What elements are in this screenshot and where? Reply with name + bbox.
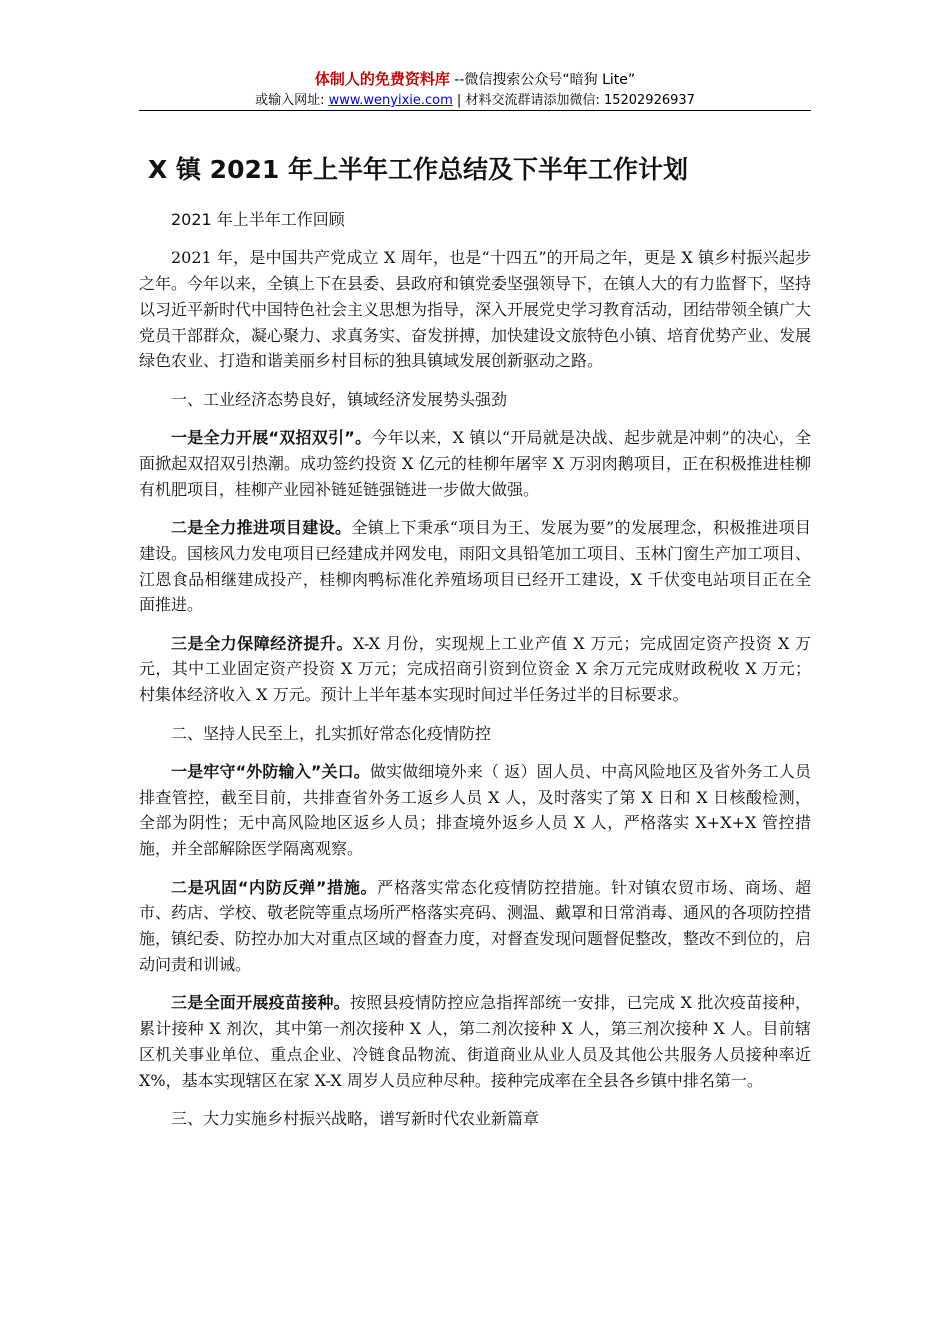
paragraph <box>139 759 811 862</box>
paragraph-lead: 二是全力推进项目建设。 <box>171 517 352 537</box>
document-title: X 镇 2021 年上半年工作总结及下半年工作计划 <box>148 155 688 184</box>
header-banner <box>0 68 950 89</box>
section-heading-2: 二、坚持人民至上，扎实抓好常态化疫情防控 <box>171 723 492 743</box>
paragraph-lead: 二是巩固“内防反弹”措施。 <box>171 877 378 897</box>
section-subtitle: 2021 年上半年工作回顾 <box>171 210 345 229</box>
header-url-link[interactable]: www.wenyixie.com <box>328 93 453 108</box>
paragraph-lead: 一是全力开展“双招双引”。 <box>171 428 372 448</box>
section-heading-3: 三、大力实施乡村振兴战略，谱写新时代农业新篇章 <box>171 1108 540 1128</box>
header-divider <box>139 110 811 111</box>
paragraph-text: 严格落实常态化疫情防控措施。针对镇农贸市场、商场、超市、药店、学校、敬老院等重点场所严格落实亮码、测温、戴罩和日常消毒、通风的各项防控措施，镇纪委、防控办加大对重点区域的督查力度，对督查发现问题督促整改，整改不到位的，启动问责和训诫。 <box>139 877 812 974</box>
paragraph <box>139 990 811 1093</box>
header-contact-line <box>0 89 950 108</box>
paragraph <box>139 515 811 618</box>
paragraph-text: 全镇上下秉承“项目为王、发展为要”的发展理念，积极推进项目建设。国核风力发电项目已经建成并网发电，雨阳文具铅笔加工项目、玉林门窗生产加工项目、江恩食品相继建成投产，桂柳肉鸭标准化养殖场项目已经开工建设，X 千伏变电站项目正在全面推进。 <box>139 517 812 615</box>
section-heading-1: 一、工业经济态势良好，镇域经济发展势头强劲 <box>171 389 508 409</box>
header-site-name: 体制人的免费资料库 <box>314 70 450 88</box>
paragraph <box>139 425 811 502</box>
header-tagline: --微信搜索公众号“暗狗 Lite” <box>449 72 636 88</box>
paragraph-text: 做实做细境外来（ 返）固人员、中高风险地区及省外务工人员排查管控，截至目前，共排查省外务工返乡人员 X 人，及时落实了第 X 日和 X 日核酸检测，全部为阴性；无中高风险地区返乡人员；排查境外返乡人员 X 人，严格落实 X+X+X 管控措施，并全部解除医学隔离观察。 <box>139 761 811 859</box>
paragraph <box>139 631 811 708</box>
paragraph-text: 今年以来，X 镇以“开局就是决战、起步就是冲刺”的决心，全面掀起双招双引热潮。成功签约投资 X 亿元的桂柳年屠宰 X 万羽肉鹅项目，正在积极推进桂柳有机肥项目，桂柳产业园补链延链强链进一步做大做强。 <box>139 428 811 499</box>
document-body <box>139 207 811 1144</box>
header-url-prefix: 或输入网址: <box>255 93 329 108</box>
paragraph-lead: 三是全力保障经济提升。 <box>171 633 353 653</box>
paragraph <box>139 875 811 978</box>
paragraph-lead: 一是牢守“外防输入”关口。 <box>171 761 370 781</box>
header-contact: | 材料交流群请添加微信: 15202926937 <box>452 93 695 108</box>
paragraph-text: X-X 月份，实现规上工业产值 X 万元；完成固定资产投资 X 万元，其中工业固定资产投资 X 万元；完成招商引资到位资金 X 余万元完成财政税收 X 万元；村集体经济收入 X 万元。预计上半年基本实现时间过半任务过半的目标要求。 <box>139 633 811 705</box>
paragraph-lead: 三是全面开展疫苗接种。 <box>171 993 350 1013</box>
paragraph-text: 按照县疫情防控应急指挥部统一安排，已完成 X 批次疫苗接种，累计接种 X 剂次，其中第一剂次接种 X 人，第二剂次接种 X 人，第三剂次接种 X 人。目前辖区机关事业单位、重点企业、冷链食品物流、街道商业从业人员及其他公共服务人员接种率近 X%，基本实现辖区在家 X-X 周岁人员应种尽种。接种完成率在全县各乡镇中排名第一。 <box>139 993 811 1090</box>
intro-paragraph: 2021 年，是中国共产党成立 X 周年，也是“十四五”的开局之年，更是 X 镇乡村振兴起步之年。今年以来，全镇上下在县委、县政府和镇党委坚强领导下，在镇人大的有力监督下，坚持以习近平新时代中国特色社会主义思想为指导，深入开展党史学习教育活动，团结带领全镇广大党员干部群众，凝心聚力、求真务实、奋发拼搏，加快建设文旅特色小镇、培育优势产业、发展绿色农业、打造和谐美丽乡村目标的独具镇域发展创新驱动之路。 <box>139 248 812 371</box>
